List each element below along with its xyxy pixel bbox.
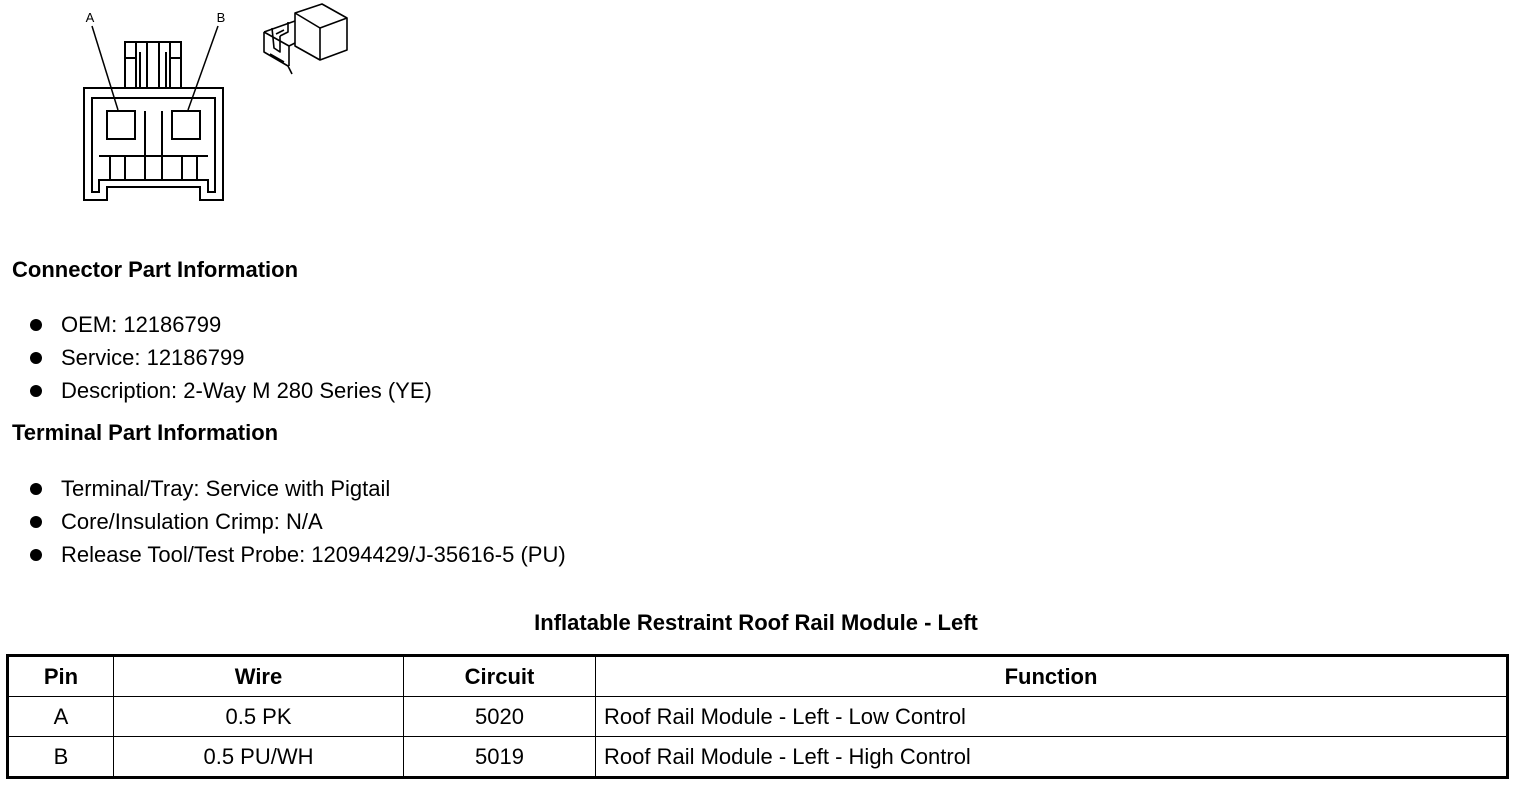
table-row	[8, 697, 1508, 737]
cell-function: Roof Rail Module - Left - Low Control	[596, 697, 1508, 737]
cell-circuit: 5019	[404, 737, 596, 778]
cell-circuit: 5020	[404, 697, 596, 737]
connector-face-diagram	[0, 0, 240, 210]
cell-function: Roof Rail Module - Left - High Control	[596, 737, 1508, 778]
list-item: Service: 12186799	[28, 344, 432, 377]
bullet-icon	[30, 352, 42, 364]
bullet-icon	[30, 385, 42, 397]
list-item: Core/Insulation Crimp: N/A	[28, 508, 566, 541]
pinout-table	[6, 654, 1509, 779]
list-item: OEM: 12186799	[28, 311, 432, 344]
terminal-part-info-list	[28, 475, 566, 574]
cell-pin: B	[8, 737, 114, 778]
list-item: Terminal/Tray: Service with Pigtail	[28, 475, 566, 508]
table-title: Inflatable Restraint Roof Rail Module - Left	[534, 610, 978, 635]
terminal-part-info-heading: Terminal Part Information	[12, 420, 279, 445]
list-item: Description: 2-Way M 280 Series (YE)	[28, 377, 432, 410]
bullet-icon	[30, 516, 42, 528]
pin-b-label: B	[216, 10, 226, 25]
table-row	[8, 737, 1508, 778]
header-wire: Wire	[114, 656, 404, 697]
table-header-row	[8, 656, 1508, 697]
cell-pin: A	[8, 697, 114, 737]
connector-part-info-heading: Connector Part Information	[12, 257, 299, 282]
connector-part-info-list	[28, 311, 432, 410]
connector-isometric-sketch	[250, 0, 355, 85]
cell-wire: 0.5 PU/WH	[114, 737, 404, 778]
list-item: Release Tool/Test Probe: 12094429/J-35616-5 (PU)	[28, 541, 566, 574]
header-function: Function	[596, 656, 1508, 697]
bullet-icon	[30, 319, 42, 331]
bullet-icon	[30, 549, 42, 561]
pin-a-label: A	[85, 10, 95, 25]
header-circuit: Circuit	[404, 656, 596, 697]
bullet-icon	[30, 483, 42, 495]
header-pin: Pin	[8, 656, 114, 697]
cell-wire: 0.5 PK	[114, 697, 404, 737]
